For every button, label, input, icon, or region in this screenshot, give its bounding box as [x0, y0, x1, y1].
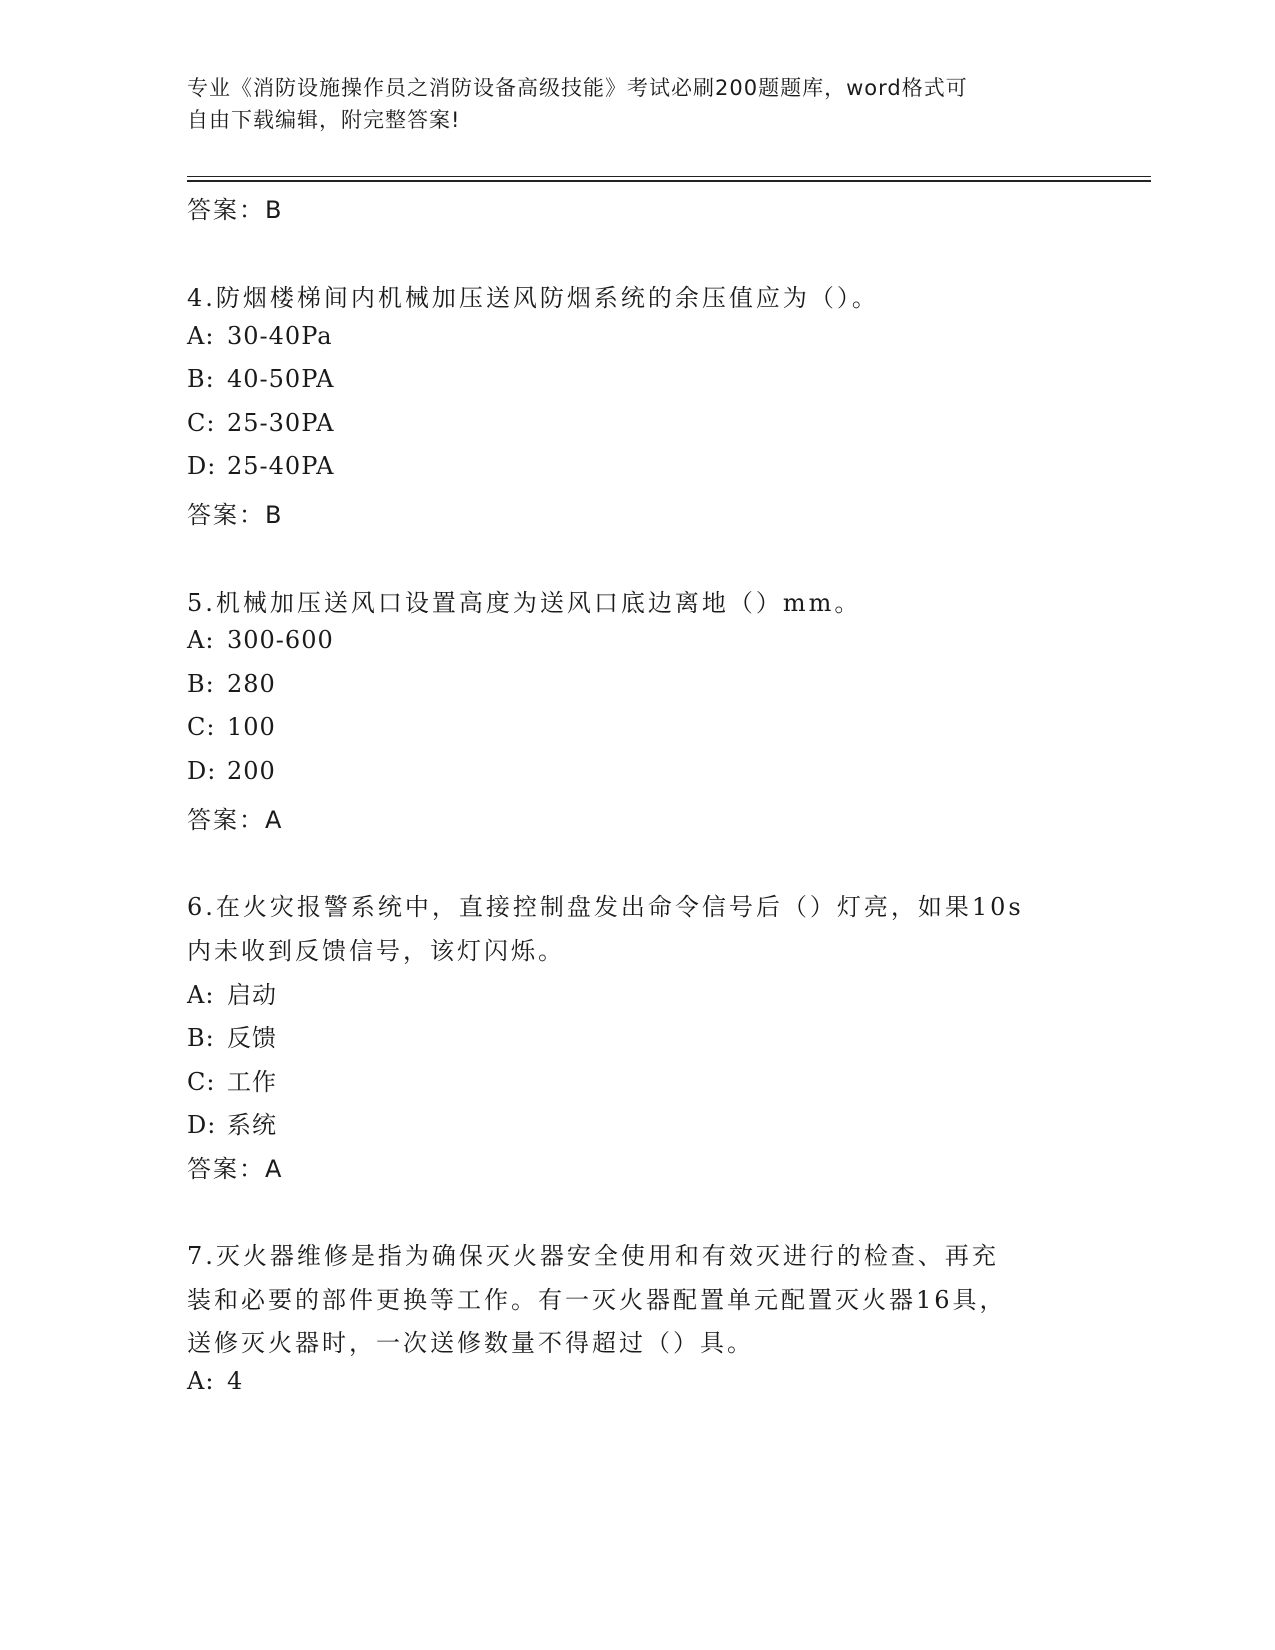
question-4-stem: 4.防烟楼梯间内机械加压送风防烟系统的余压值应为（）。: [187, 284, 879, 312]
option-text: 200: [227, 757, 276, 785]
option-label: B:: [187, 1024, 215, 1052]
option-label: A:: [187, 981, 215, 1009]
question-7-stem-line-3: 送修灭火器时，一次送修数量不得超过（）具。: [187, 1329, 754, 1357]
question-6-option-d: [187, 1105, 277, 1140]
option-label: D:: [187, 757, 217, 785]
option-label: D:: [187, 452, 217, 480]
header-divider-thin: [187, 176, 1151, 177]
question-5-stem: 5.机械加压送风口设置高度为送风口底边离地（）mm。: [187, 589, 862, 617]
option-text: 系统: [227, 1111, 277, 1139]
option-label: D:: [187, 1111, 217, 1139]
option-label: B:: [187, 670, 215, 698]
question-6-option-b: [187, 1018, 277, 1053]
option-text: 反馈: [227, 1024, 277, 1052]
option-text: 4: [227, 1367, 244, 1395]
option-text: 300-600: [227, 626, 334, 654]
question-5-option-d: [187, 757, 276, 785]
question-6-stem-line-2: 内未收到反馈信号，该灯闪烁。: [187, 937, 565, 965]
question-4-option-b: [187, 365, 334, 393]
question-6-stem-line-1: 6.在火灾报警系统中，直接控制盘发出命令信号后（）灯亮，如果10s: [187, 893, 1024, 921]
option-label: C:: [187, 409, 216, 437]
header-divider-thick: [187, 180, 1151, 182]
option-text: 25-30PA: [227, 409, 335, 437]
question-6-answer: 答案：A: [187, 1155, 284, 1183]
question-5-answer: 答案：A: [187, 806, 284, 834]
option-label: C:: [187, 713, 216, 741]
question-7-stem-line-2: 装和必要的部件更换等工作。有一灭火器配置单元配置灭火器16具，: [187, 1286, 1007, 1314]
question-4-option-c: [187, 409, 334, 437]
option-text: 280: [227, 670, 276, 698]
option-label: A:: [187, 322, 215, 350]
question-5-option-c: [187, 713, 276, 741]
option-label: A:: [187, 1367, 215, 1395]
question-7-option-a: [187, 1367, 243, 1395]
option-text: 40-50PA: [227, 365, 335, 393]
option-text: 100: [227, 713, 276, 741]
question-5-option-a: [187, 626, 334, 654]
question-6-option-a: [187, 975, 277, 1010]
question-4-option-d: [187, 452, 334, 480]
question-5-option-b: [187, 670, 276, 698]
header-line-1: 专业《消防设施操作员之消防设备高级技能》考试必刷200题题库，word格式可: [187, 76, 968, 100]
document-header: [187, 72, 1067, 136]
answer-previous: 答案：B: [187, 196, 284, 224]
question-4-option-a: [187, 322, 333, 350]
header-line-2: 自由下载编辑，附完整答案!: [187, 108, 461, 132]
option-label: C:: [187, 1068, 216, 1096]
option-label: A:: [187, 626, 215, 654]
question-7-stem-line-1: 7.灭火器维修是指为确保灭火器安全使用和有效灭进行的检查、再充: [187, 1242, 999, 1270]
option-label: B:: [187, 365, 215, 393]
option-text: 25-40PA: [227, 452, 335, 480]
question-4-answer: 答案：B: [187, 501, 284, 529]
option-text: 30-40Pa: [227, 322, 333, 350]
question-6-option-c: [187, 1062, 277, 1097]
option-text: 启动: [227, 981, 277, 1009]
option-text: 工作: [227, 1068, 277, 1096]
